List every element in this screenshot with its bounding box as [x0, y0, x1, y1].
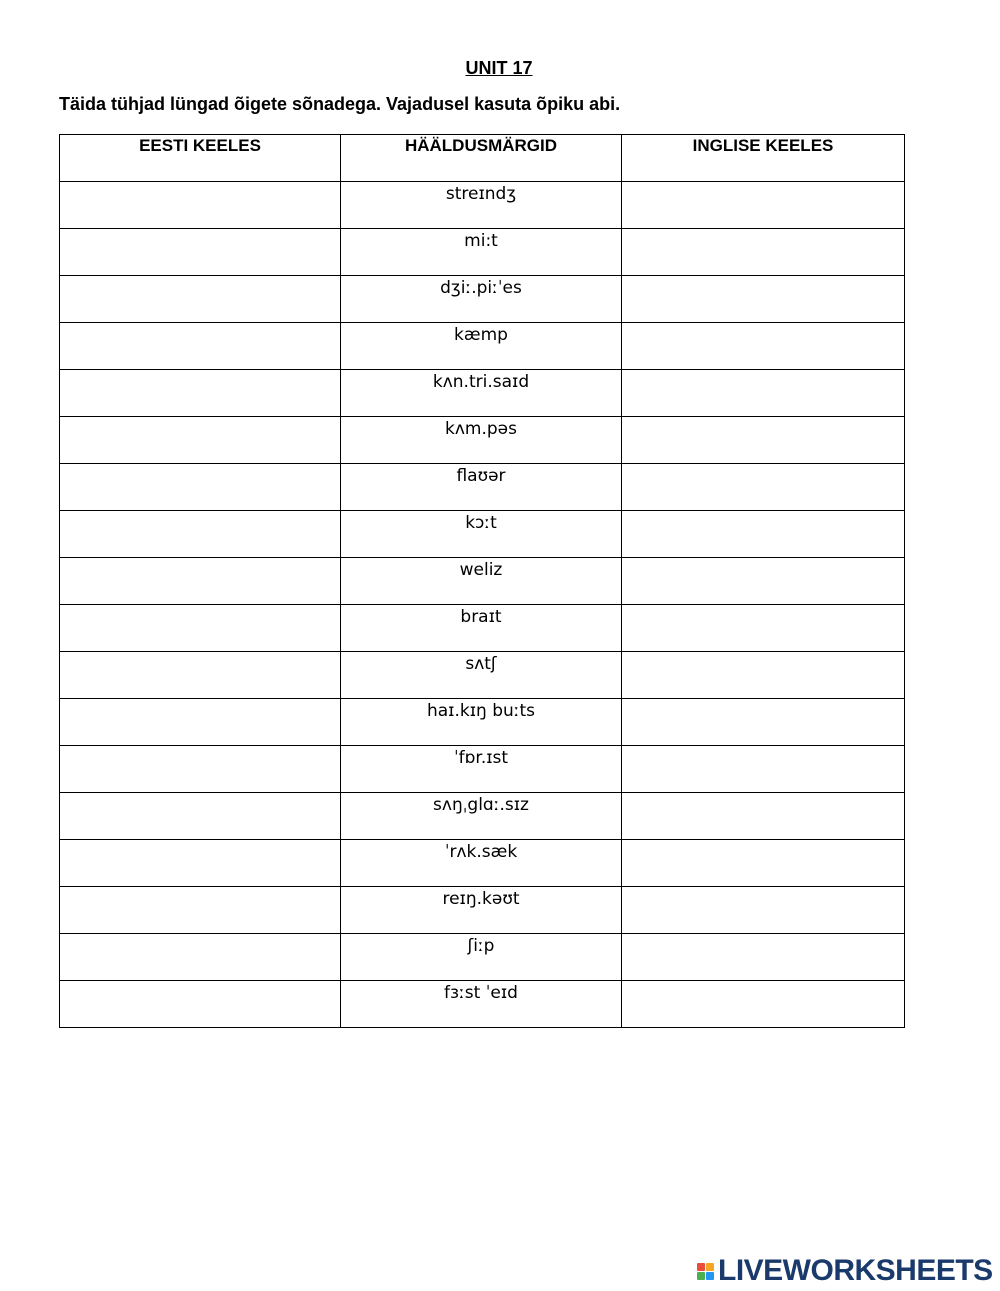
english-answer-cell[interactable]	[622, 182, 905, 229]
english-answer-field[interactable]	[622, 605, 904, 651]
english-answer-cell[interactable]	[622, 464, 905, 511]
ipa-transcription: haɪ.kɪŋ buːts	[426, 701, 536, 721]
table-row	[60, 934, 905, 981]
pronunciation-cell	[341, 370, 622, 417]
english-answer-cell[interactable]	[622, 699, 905, 746]
estonian-answer-cell[interactable]	[60, 276, 341, 323]
estonian-answer-field[interactable]	[60, 276, 340, 322]
english-answer-field[interactable]	[622, 370, 904, 416]
table-row	[60, 276, 905, 323]
english-answer-field[interactable]	[622, 417, 904, 463]
ipa-transcription: sʌtʃ	[465, 654, 497, 674]
table-row	[60, 464, 905, 511]
english-answer-cell[interactable]	[622, 229, 905, 276]
logo-text: LIVEWORKSHEETS	[718, 1254, 993, 1287]
table-row	[60, 746, 905, 793]
estonian-answer-field[interactable]	[60, 840, 340, 886]
english-answer-cell[interactable]	[622, 840, 905, 887]
english-answer-cell[interactable]	[622, 370, 905, 417]
logo-block-l	[697, 1263, 705, 1271]
estonian-answer-cell[interactable]	[60, 699, 341, 746]
estonian-answer-cell[interactable]	[60, 793, 341, 840]
estonian-answer-cell[interactable]	[60, 605, 341, 652]
ipa-transcription: braɪt	[460, 607, 502, 627]
english-answer-cell[interactable]	[622, 558, 905, 605]
column-header-english: INGLISE KEELES	[622, 135, 905, 182]
english-answer-field[interactable]	[622, 887, 904, 933]
table-row	[60, 511, 905, 558]
estonian-answer-field[interactable]	[60, 511, 340, 557]
english-answer-cell[interactable]	[622, 793, 905, 840]
estonian-answer-cell[interactable]	[60, 464, 341, 511]
estonian-answer-field[interactable]	[60, 229, 340, 275]
table-row	[60, 229, 905, 276]
pronunciation-cell	[341, 934, 622, 981]
pronunciation-cell	[341, 511, 622, 558]
table-row	[60, 182, 905, 229]
english-answer-cell[interactable]	[622, 981, 905, 1028]
english-answer-cell[interactable]	[622, 323, 905, 370]
english-answer-field[interactable]	[622, 793, 904, 839]
estonian-answer-cell[interactable]	[60, 558, 341, 605]
estonian-answer-field[interactable]	[60, 746, 340, 792]
english-answer-field[interactable]	[622, 981, 904, 1027]
english-answer-field[interactable]	[622, 652, 904, 698]
estonian-answer-field[interactable]	[60, 182, 340, 228]
estonian-answer-cell[interactable]	[60, 417, 341, 464]
english-answer-field[interactable]	[622, 276, 904, 322]
english-answer-cell[interactable]	[622, 417, 905, 464]
pronunciation-cell	[341, 276, 622, 323]
estonian-answer-field[interactable]	[60, 699, 340, 745]
ipa-transcription: mi:t	[464, 231, 498, 251]
english-answer-field[interactable]	[622, 934, 904, 980]
ipa-transcription: kɔːt	[465, 513, 497, 533]
ipa-transcription: ˈrʌk.sæk	[444, 842, 518, 862]
ipa-transcription: fɜːst ˈeɪd	[444, 983, 518, 1003]
table-row	[60, 699, 905, 746]
estonian-answer-field[interactable]	[60, 981, 340, 1027]
table-row	[60, 887, 905, 934]
pronunciation-cell	[341, 746, 622, 793]
pronunciation-cell	[341, 793, 622, 840]
logo-block-e	[706, 1272, 714, 1280]
estonian-answer-field[interactable]	[60, 464, 340, 510]
estonian-answer-cell[interactable]	[60, 323, 341, 370]
ipa-transcription: reɪŋ.kəʊt	[442, 889, 520, 909]
ipa-transcription: flaʊər	[456, 466, 506, 486]
table-row	[60, 605, 905, 652]
table-row	[60, 558, 905, 605]
pronunciation-cell	[341, 558, 622, 605]
column-header-pronunciation: HÄÄLDUSMÄRGID	[341, 135, 622, 182]
estonian-answer-field[interactable]	[60, 323, 340, 369]
table-row	[60, 370, 905, 417]
pronunciation-cell	[341, 652, 622, 699]
table-row	[60, 793, 905, 840]
english-answer-field[interactable]	[622, 182, 904, 228]
estonian-answer-cell[interactable]	[60, 746, 341, 793]
estonian-answer-cell[interactable]	[60, 511, 341, 558]
pronunciation-cell	[341, 887, 622, 934]
pronunciation-cell	[341, 464, 622, 511]
estonian-answer-cell[interactable]	[60, 840, 341, 887]
estonian-answer-field[interactable]	[60, 793, 340, 839]
pronunciation-cell	[341, 229, 622, 276]
english-answer-field[interactable]	[622, 746, 904, 792]
table-row	[60, 652, 905, 699]
estonian-answer-field[interactable]	[60, 558, 340, 604]
english-answer-field[interactable]	[622, 840, 904, 886]
estonian-answer-field[interactable]	[60, 887, 340, 933]
estonian-answer-cell[interactable]	[60, 652, 341, 699]
pronunciation-cell	[341, 182, 622, 229]
column-header-estonian: EESTI KEELES	[60, 135, 341, 182]
english-answer-cell[interactable]	[622, 887, 905, 934]
english-answer-cell[interactable]	[622, 605, 905, 652]
ipa-transcription: ˈfɒr.ɪst	[453, 748, 509, 768]
logo-block-i	[706, 1263, 714, 1271]
estonian-answer-cell[interactable]	[60, 981, 341, 1028]
estonian-answer-field[interactable]	[60, 652, 340, 698]
estonian-answer-cell[interactable]	[60, 182, 341, 229]
table-row	[60, 840, 905, 887]
ipa-transcription: dʒiː.piːˈes	[440, 278, 522, 298]
logo-block-v	[697, 1272, 705, 1280]
pronunciation-cell	[341, 605, 622, 652]
ipa-transcription: kʌn.tri.saɪd	[432, 372, 530, 392]
estonian-answer-cell[interactable]	[60, 887, 341, 934]
english-answer-field[interactable]	[622, 229, 904, 275]
english-answer-cell[interactable]	[622, 276, 905, 323]
table-row	[60, 417, 905, 464]
ipa-transcription: sʌŋˌglɑː.sɪz	[433, 795, 529, 815]
english-answer-field[interactable]	[622, 511, 904, 557]
pronunciation-cell	[341, 981, 622, 1028]
english-answer-cell[interactable]	[622, 934, 905, 981]
english-answer-cell[interactable]	[622, 652, 905, 699]
table-header-row	[60, 135, 905, 182]
table-row	[60, 323, 905, 370]
english-answer-field[interactable]	[622, 558, 904, 604]
english-answer-field[interactable]	[622, 699, 904, 745]
pronunciation-cell	[341, 699, 622, 746]
vocabulary-table	[59, 134, 905, 1028]
ipa-transcription: streɪndʒ	[445, 184, 517, 204]
english-answer-cell[interactable]	[622, 746, 905, 793]
liveworksheets-logo-icon	[697, 1263, 714, 1280]
instruction-text: Täida tühjad lüngad õigete sõnadega. Vajadusel kasuta õpiku abi.	[59, 94, 621, 114]
estonian-answer-cell[interactable]	[60, 934, 341, 981]
estonian-answer-field[interactable]	[60, 605, 340, 651]
table-row	[60, 981, 905, 1028]
unit-title: UNIT 17	[465, 58, 533, 78]
estonian-answer-cell[interactable]	[60, 370, 341, 417]
pronunciation-cell	[341, 323, 622, 370]
liveworksheets-logo	[697, 1254, 993, 1288]
ipa-transcription: kʌm.pəs	[445, 419, 517, 439]
estonian-answer-field[interactable]	[60, 934, 340, 980]
estonian-answer-field[interactable]	[60, 417, 340, 463]
english-answer-field[interactable]	[622, 323, 904, 369]
ipa-transcription: kæmp	[454, 325, 508, 345]
ipa-transcription: ʃiːp	[467, 936, 495, 956]
ipa-transcription: weliz	[459, 560, 503, 580]
pronunciation-cell	[341, 840, 622, 887]
estonian-answer-cell[interactable]	[60, 229, 341, 276]
estonian-answer-field[interactable]	[60, 370, 340, 416]
english-answer-cell[interactable]	[622, 511, 905, 558]
english-answer-field[interactable]	[622, 464, 904, 510]
pronunciation-cell	[341, 417, 622, 464]
